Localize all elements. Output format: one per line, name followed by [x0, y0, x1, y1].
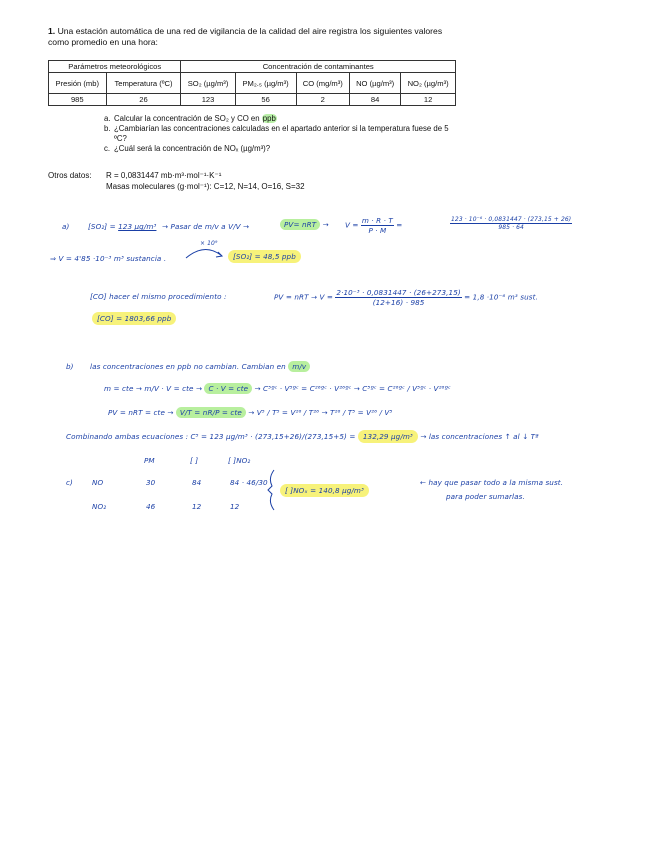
highlighted-ppb: ppb	[262, 114, 276, 123]
task-marker: a.	[104, 114, 111, 123]
c-note-line-1: ← hay que pasar todo a la misma sust.	[420, 478, 564, 487]
answer-c-label: c)	[66, 478, 73, 487]
table-cell: 2	[296, 94, 350, 106]
brace-icon	[268, 470, 274, 510]
c-row-nox: 12	[230, 502, 240, 511]
c-row-pm: 30	[146, 478, 156, 487]
volume-result: ⇒ V = 4'85 ·10⁻³ m³ sustancia .	[50, 254, 167, 263]
co-procedure-label: [CO] hacer el mismo procedimiento :	[90, 292, 227, 301]
c-header-pm: PM	[144, 456, 155, 465]
co-result: [CO] = 1803,66 ppb	[92, 314, 176, 323]
table-group-header: Parámetros meteorológicos	[49, 61, 181, 73]
so2-result: [SO₂] = 48,5 ppb	[228, 252, 301, 261]
other-data-line: R = 0,0831447 mb·m³·mol⁻¹·K⁻¹	[106, 171, 222, 180]
task-marker: c.	[104, 144, 111, 153]
c-row-gas: NO	[92, 478, 104, 487]
c-row-conc: 84	[192, 478, 202, 487]
pasar-note: → Pasar de m/v a V/V →	[162, 222, 250, 231]
table-group-header: Concentración de contaminantes	[181, 61, 456, 73]
table-column-header: PM₂.₅ (µg/m³)	[235, 73, 296, 94]
task-marker: b.	[104, 124, 111, 133]
table-column-header: CO (mg/m³)	[296, 73, 350, 94]
task-text: ¿Cuál será la concentración de NOₓ (µg/m³)?	[114, 144, 271, 153]
c-note-line-2: para poder sumarlas.	[446, 492, 525, 501]
c-row-nox: 84 · 46/30	[230, 478, 268, 487]
task-text: Calcular la concentración de SO₂ y CO en	[114, 114, 262, 123]
problem-text: Una estación automática de una red de vigilancia de la calidad del aire registra los siguientes valores como promedio en una hora:	[48, 26, 443, 47]
task-text: ¿Cambiarían las concentraciones calculadas en el apartado anterior si la temperatura fuese de 5 ºC?	[114, 124, 449, 143]
table-cell: 84	[350, 94, 401, 106]
table-cell: 56	[235, 94, 296, 106]
volume-formula: V = $\frac{m \cdot R \cdot T}{P \cdot M}$ =	[345, 216, 403, 235]
b-combined: Combinando ambas ecuaciones : C⁵ = 123 µg/m³ · (273,15+26)/(273,15+5) = 132,29 µg/m³ → las concentraciones ↑ al ↓ Tª	[66, 432, 539, 441]
table-cell: 26	[106, 94, 181, 106]
c-row-gas: NO₂	[92, 502, 107, 511]
table-column-header: SO₂ (µg/m³)	[181, 73, 235, 94]
volume-substitution: $\frac{\text{123 · 10⁻⁶ · 0,0831447 · (273,15 + 26)}}{985 \cdot 64}$	[451, 216, 572, 231]
b-gas-law: PV = nRT = cte → V/T = nR/P = cte → V⁵ / T⁵ = V²⁶ / T²⁶ → T²⁶ / T⁵ = V²⁶ / V⁵	[108, 408, 393, 417]
table-cell: 123	[181, 94, 235, 106]
problem-number: 1.	[48, 26, 56, 36]
table-cell: 985	[49, 94, 107, 106]
co-volume-formula: PV = nRT → V = $\frac{\text{2·10⁻³ · 0,0831447 · (26+273,15)}}{(12+16) \cdot 985}$ = 1,8 ·10⁻⁶ m³ sust.	[274, 288, 538, 307]
answer-a-label: a)	[62, 222, 70, 231]
nox-result: [ ]NOₓ = 140,8 µg/m³	[280, 486, 369, 495]
c-header-conc: [ ]	[190, 456, 199, 465]
c-header-nox: [ ]NO₂	[228, 456, 251, 465]
table-cell: 12	[401, 94, 456, 106]
table-column-header: NO (µg/m³)	[350, 73, 401, 94]
answer-b-label: b)	[66, 362, 74, 371]
table-column-header: Temperatura (ºC)	[106, 73, 181, 94]
other-data-line: Masas moleculares (g·mol⁻¹): C=12, N=14, O=16, S=32	[106, 182, 305, 191]
table-column-header: Presión (mb)	[49, 73, 107, 94]
pv-nrt-highlight: PV= nRT →	[280, 220, 329, 229]
b-statement: las concentraciones en ppb no cambian. Cambian en m/v	[90, 362, 310, 371]
so2-given: [SO₂] = 123 µg/m³	[88, 222, 157, 231]
multiply-note: × 10⁹	[200, 240, 218, 247]
c-row-conc: 12	[192, 502, 202, 511]
b-mass-constant: m = cte → m/V · V = cte → C · V = cte → C⁵ºᶜ · V⁵ºᶜ = C²⁶ºᶜ · V²⁶ºᶜ → C⁵ºᶜ = C²⁶ºᶜ / V⁵ºᶜ · V²⁶ºᶜ	[104, 384, 451, 393]
table-column-header: NO₂ (µg/m³)	[401, 73, 456, 94]
c-row-pm: 46	[146, 502, 156, 511]
other-data-label: Otros datos:	[48, 171, 92, 180]
